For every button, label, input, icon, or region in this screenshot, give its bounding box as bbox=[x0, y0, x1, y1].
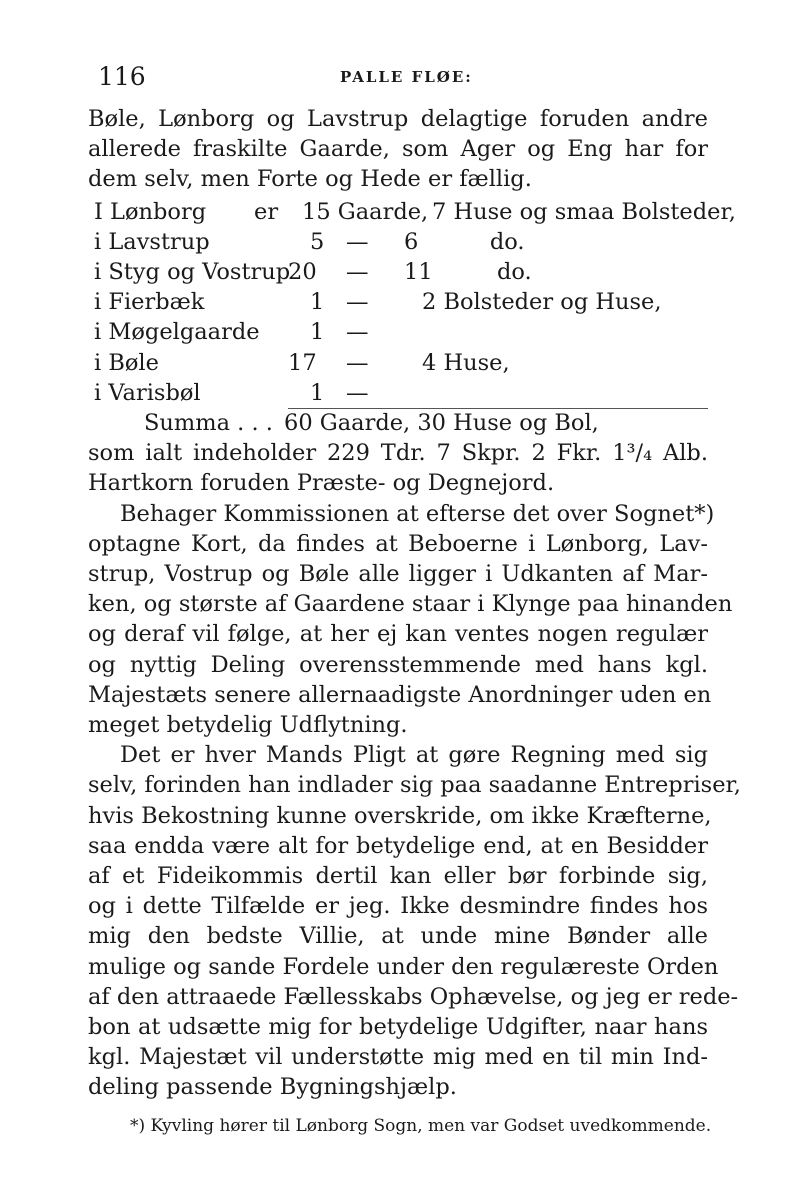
table-row bbox=[88, 317, 708, 347]
row-huse: 4 Huse, bbox=[422, 349, 510, 376]
row-place: i Bøle bbox=[94, 349, 159, 376]
text-line: deling passende Bygningshjælp. bbox=[88, 1074, 457, 1101]
text-line: og deraf vil følge, at her ej kan ventes nogen regulær bbox=[88, 621, 708, 648]
text-line: strup, Vostrup og Bøle alle ligger i Udkanten af Mar- bbox=[88, 560, 708, 587]
row-gaarde: 5 bbox=[310, 228, 325, 255]
row-place: i Styg og Vostrup bbox=[94, 258, 291, 285]
row-dash: — bbox=[346, 228, 369, 255]
table-row bbox=[88, 287, 708, 317]
text-line: Det er hver Mands Pligt at gøre Regning med sig bbox=[120, 742, 708, 769]
text-line: hvis Bekostning kunne overskride, om ikke Kræfterne, bbox=[88, 802, 712, 829]
text-line: dem selv, men Forte og Hede er fællig. bbox=[88, 166, 532, 193]
row-huse: 11 do. bbox=[404, 258, 532, 285]
table-row bbox=[88, 197, 736, 227]
sum-rule bbox=[288, 408, 708, 409]
row-place: i Fierbæk bbox=[94, 289, 205, 316]
row-gaarde: 1 bbox=[310, 289, 325, 316]
row-gaarde: 1 bbox=[310, 319, 325, 346]
text-line: meget betydelig Udflytning. bbox=[88, 711, 408, 738]
text-line: og nyttig Deling overensstemmende med hans kgl. bbox=[88, 651, 708, 678]
text-line: af et Fideikommis dertil kan eller bør forbinde sig, bbox=[88, 862, 708, 889]
table-row bbox=[88, 348, 708, 378]
row-huse: 6 do. bbox=[404, 228, 525, 255]
text-line: Hartkorn foruden Præste- og Degnejord. bbox=[88, 470, 555, 497]
row-place: i Lavstrup bbox=[94, 228, 210, 255]
row-gaarde: 17 bbox=[288, 349, 317, 376]
row-huse: 7 Huse og smaa Bolsteder, bbox=[432, 198, 736, 225]
row-gaarde: 15 Gaarde, bbox=[302, 198, 429, 225]
row-huse: 2 Bolsteder og Huse, bbox=[422, 289, 662, 316]
running-head: PALLE FLØE: bbox=[340, 68, 473, 86]
row-dash: — bbox=[346, 319, 369, 346]
table-row bbox=[88, 257, 708, 287]
text-line: som ialt indeholder 229 Tdr. 7 Skpr. 2 Fkr. 1³/₄ Alb. bbox=[88, 440, 708, 467]
row-gaarde: 1 bbox=[310, 379, 325, 406]
text-line: mulige og sande Fordele under den regulæreste Orden bbox=[88, 953, 719, 980]
body-text bbox=[88, 104, 741, 1103]
text-line: saa endda være alt for betydelige end, at en Besidder bbox=[88, 832, 708, 859]
text-line: Bøle, Lønborg og Lavstrup delagtige foruden andre bbox=[88, 106, 708, 132]
text-line: og i dette Tilfælde er jeg. Ikke desmindre findes hos bbox=[88, 893, 708, 920]
page-header bbox=[90, 62, 710, 92]
row-dash: — bbox=[346, 349, 369, 376]
row-place: i Møgelgaarde bbox=[94, 319, 260, 346]
text-line: optagne Kort, da findes at Beboerne i Lønborg, Lav- bbox=[88, 530, 708, 557]
page-number: 116 bbox=[98, 62, 146, 91]
summa-label: Summa . . . bbox=[144, 409, 273, 436]
text-line: allerede fraskilte Gaarde, som Ager og Eng har for bbox=[88, 136, 708, 163]
property-table bbox=[88, 197, 736, 439]
text-line: bon at udsætte mig for betydelige Udgifter, naar hans bbox=[88, 1013, 708, 1040]
row-er: er bbox=[254, 198, 279, 225]
text-line: Behager Kommissionen at efterse det over Sognet*) bbox=[120, 500, 715, 527]
row-dash: — bbox=[346, 258, 369, 285]
summa-value: 60 Gaarde, 30 Huse og Bol, bbox=[284, 409, 599, 436]
row-gaarde: 20 bbox=[288, 258, 317, 285]
table-row bbox=[88, 378, 708, 408]
text-line: ken, og største af Gaardene staar i Klynge paa hinanden bbox=[88, 591, 733, 618]
footnote: *) Kyvling hører til Lønborg Sogn, men var Godset uvedkommende. bbox=[130, 1116, 712, 1136]
table-row bbox=[88, 227, 708, 257]
row-place: i Varisbøl bbox=[94, 379, 201, 406]
text-line: af den attraaede Fællesskabs Ophævelse, og jeg er rede- bbox=[88, 983, 739, 1010]
text-line: Majestæts senere allernaadigste Anordninger uden en bbox=[88, 681, 712, 708]
text-line: mig den bedste Villie, at unde mine Bønder alle bbox=[88, 923, 708, 950]
summa-row bbox=[88, 408, 708, 438]
row-place: I Lønborg bbox=[94, 198, 207, 225]
text-line: selv, forinden han indlader sig paa saadanne Entrepriser, bbox=[88, 772, 741, 799]
row-dash: — bbox=[346, 289, 369, 316]
row-dash: — bbox=[346, 379, 369, 406]
text-line: kgl. Majestæt vil understøtte mig med en til min Ind- bbox=[88, 1044, 708, 1071]
